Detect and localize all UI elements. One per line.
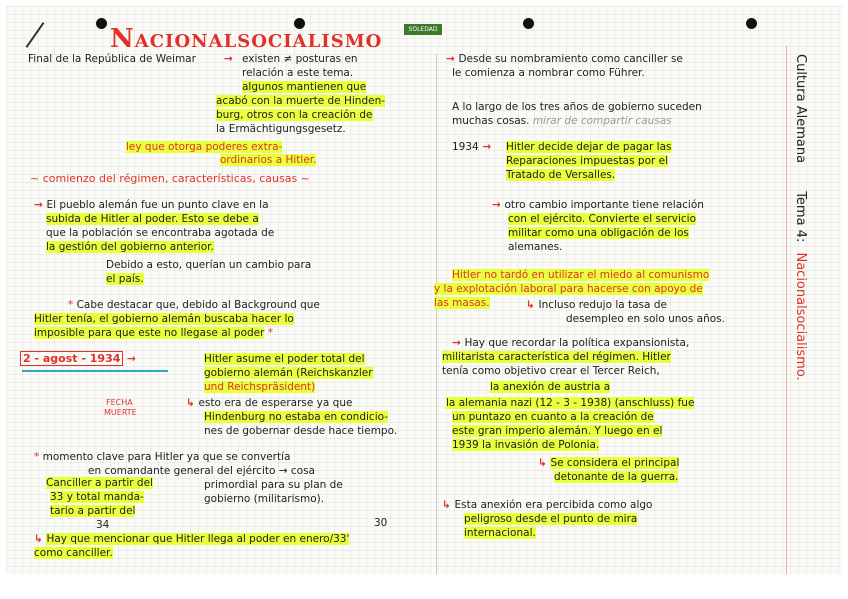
paragraph-line: Reparaciones impuestas por el (506, 155, 669, 167)
arrow-icon: → (224, 53, 233, 65)
paragraph-line: gobierno (militarismo). (204, 493, 325, 505)
paragraph-line: con el ejército. Convierte el servicio (508, 213, 696, 225)
paragraph-line: Tratado de Versalles. (506, 169, 616, 181)
page-number: 30 (374, 517, 388, 529)
paragraph-line: militar como una obligación de los (508, 227, 689, 239)
paragraph-line: Hitler decide dejar de pagar las (506, 141, 672, 153)
paragraph-line: → El pueblo alemán fue un punto clave en la (34, 199, 269, 211)
ley-note: ordinarios a Hitler. (220, 154, 317, 166)
notebook-page (6, 6, 842, 574)
paragraph-line: la gestión del gobierno anterior. (46, 241, 214, 253)
brand-logo: SOLEDAD (404, 24, 442, 35)
paragraph-line: desempleo en solo unos años. (566, 313, 725, 325)
paragraph-line: muchas cosas. mirar de compartir causas (452, 115, 672, 127)
paragraph-line: internacional. (464, 527, 536, 539)
paragraph-line: Hitler tenía, el gobierno alemán buscaba hacer lo (34, 313, 294, 325)
paragraph-line: las masas. (434, 297, 490, 309)
intro-line: acabó con la muerte de Hinden- (216, 95, 386, 107)
paragraph-line: la anexión de austria a (490, 381, 611, 393)
canciller-note: 34 (96, 519, 110, 531)
canciller-note: tario a partir del (50, 505, 136, 517)
paragraph-line: y la explotación laboral para hacerse con apoyo de (434, 283, 703, 295)
pen-stroke (26, 22, 45, 48)
paragraph-line: Hitler no tardó en utilizar el miedo al comunismo (452, 269, 710, 281)
paragraph-line: → Hay que recordar la política expansionista, (452, 337, 690, 349)
binder-hole (96, 18, 107, 29)
intro-line: relación a este tema. (242, 67, 354, 79)
paragraph-line: este gran imperio alemán. Y luego en el (452, 425, 663, 437)
paragraph-line: detonante de la guerra. (554, 471, 679, 483)
paragraph-line: gobierno alemán (Reichskanzler (204, 367, 373, 379)
margin-line (786, 46, 787, 574)
paragraph-line: peligroso desde el punto de mira (464, 513, 638, 525)
paragraph-line: imposible para que este no llegase al poder * (34, 327, 274, 339)
paragraph-line: le comienza a nombrar como Führer. (452, 67, 645, 79)
canciller-note: Canciller a partir del (46, 477, 153, 489)
year-label: 1934 → (452, 141, 492, 153)
intro-label: Final de la República de Weimar (28, 53, 196, 65)
intro-line: la Ermächtigungsgesetz. (216, 123, 346, 135)
binder-hole (523, 18, 534, 29)
paragraph-line: Debido a esto, querían un cambio para (106, 259, 312, 271)
paragraph-line: * momento clave para Hitler ya que se convertía (34, 451, 291, 463)
paragraph-line: un puntazo en cuanto a la creación de (452, 411, 654, 423)
paragraph-line: tenía como objetivo crear el Tercer Reich, (442, 365, 660, 377)
paragraph-line: * Cabe destacar que, debido al Background que (68, 299, 320, 311)
paragraph-line: subida de Hitler al poder. Esto se debe a (46, 213, 259, 225)
paragraph-line: como canciller. (34, 547, 113, 559)
paragraph-line: ↳ Hay que mencionar que Hitler llega al poder en enero/33' (34, 533, 350, 545)
paragraph-line: que la población se encontraba agotada de (46, 227, 275, 239)
page-title: Nacionalsocialismo (110, 24, 383, 54)
paragraph-line: Hitler asume el poder total del (204, 353, 365, 365)
paragraph-line: ↳ Se considera el principal (538, 457, 680, 469)
intro-line: existen ≠ posturas en (242, 53, 358, 65)
intro-line: algunos mantienen que (242, 81, 367, 93)
intro-line: burg, otros con la creación de (216, 109, 373, 121)
paragraph-line: militarista característica del régimen. Hitler (442, 351, 671, 363)
paragraph-line: ↳ esto era de esperarse ya que (186, 397, 353, 409)
section-heading: ~ comienzo del régimen, características, causas ~ (30, 172, 310, 185)
column-divider (436, 54, 437, 574)
paragraph-line: → otro cambio importante tiene relación (492, 199, 704, 211)
side-heading: Cultura Alemana Tema 4: Nacionalsocialismo. (793, 54, 808, 381)
paragraph-line: A lo largo de los tres años de gobierno suceden (452, 101, 702, 113)
paragraph-line: Hindenburg no estaba en condicio- (204, 411, 389, 423)
paragraph-line: primordial para su plan de (204, 479, 343, 491)
paragraph-line: ↳ Esta anexión era percibida como algo (442, 499, 653, 511)
paragraph-line: 1939 la invasión de Polonia. (452, 439, 600, 451)
paragraph-line: el país. (106, 273, 144, 285)
date-box: 2 - agost - 1934 → (20, 352, 136, 366)
paragraph-line: en comandante general del ejército → cosa (88, 465, 315, 477)
paragraph-line: und Reichspräsident) (204, 381, 316, 393)
fecha-note: MUERTE (104, 408, 137, 417)
paragraph-line: → Desde su nombramiento como canciller se (446, 53, 683, 65)
fecha-note: FECHA (106, 398, 133, 407)
canciller-note: 33 y total manda- (50, 491, 144, 503)
date-underline (22, 370, 168, 372)
paragraph-line: nes de gobernar desde hace tiempo. (204, 425, 398, 437)
paragraph-line: alemanes. (508, 241, 563, 253)
paragraph-line: la alemania nazi (12 - 3 - 1938) (anschluss) fue (446, 397, 695, 409)
binder-hole (746, 18, 757, 29)
paragraph-line: ↳ Incluso redujo la tasa de (526, 299, 667, 311)
ley-note: ley que otorga poderes extra- (126, 141, 283, 153)
